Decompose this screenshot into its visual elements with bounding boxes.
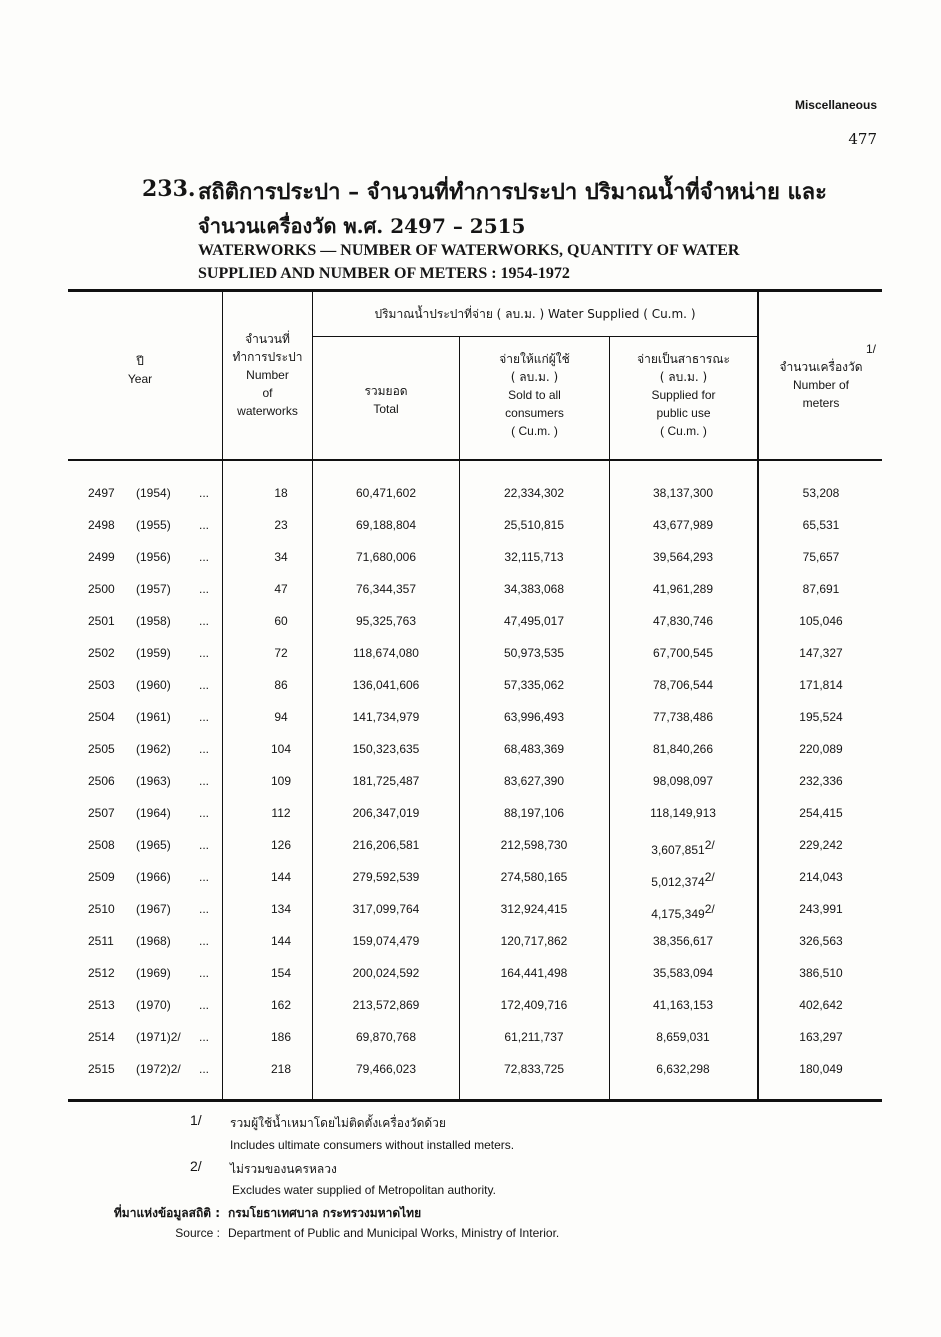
- sold-to-consumers-cell: 63,996,493: [503, 710, 565, 724]
- total-supplied-cell: 79,466,023: [355, 1062, 417, 1076]
- year-ad-cell: (1956): [136, 550, 171, 564]
- waterworks-count-cell: 18: [274, 486, 288, 500]
- sold-to-consumers-cell: 120,717,862: [500, 934, 568, 948]
- table-row: [0, 934, 941, 966]
- waterworks-count-cell: 162: [270, 998, 292, 1012]
- meters-count-cell: 243,991: [799, 902, 843, 916]
- waterworks-count-cell: 47: [274, 582, 288, 596]
- meters-count-cell: 386,510: [799, 966, 843, 980]
- total-supplied-cell: 118,674,080: [353, 646, 419, 660]
- total-supplied-cell: 317,099,764: [352, 902, 420, 916]
- total-supplied-cell: 76,344,357: [355, 582, 417, 596]
- year-be-cell: 2500: [88, 582, 115, 596]
- source-english: Department of Public and Municipal Works, Ministry of Interior.: [228, 1226, 560, 1240]
- header-public: [610, 350, 757, 440]
- public-use-cell: 78,706,544: [652, 678, 714, 692]
- total-supplied-cell: 216,206,581: [352, 838, 420, 852]
- public-use-cell: 41,163,153: [652, 998, 714, 1012]
- leader-dots-cell: ...: [199, 742, 210, 756]
- leader-dots-cell: ...: [199, 966, 210, 980]
- waterworks-count-cell: 34: [274, 550, 288, 564]
- public-use-cell: 118,149,913: [650, 806, 716, 820]
- year-be-cell: 2515: [88, 1062, 115, 1076]
- year-ad-cell: (1965): [136, 838, 171, 852]
- table-row: [0, 774, 941, 806]
- sold-to-consumers-cell: 72,833,725: [503, 1062, 565, 1076]
- leader-dots-cell: ...: [199, 518, 210, 532]
- title-thai-line2: จำนวนเครื่องวัด พ.ศ. 2497 – 2515: [198, 214, 526, 238]
- header-meters-english1: Number of: [792, 378, 850, 392]
- sold-to-consumers-cell: 34,383,068: [503, 582, 565, 596]
- footnote-1-mark: 1/: [190, 1112, 202, 1128]
- year-ad-cell: (1967): [136, 902, 171, 916]
- meters-count-cell: 163,297: [799, 1030, 843, 1044]
- total-supplied-cell: 159,074,479: [352, 934, 420, 948]
- table-row: [0, 582, 941, 614]
- waterworks-count-cell: 86: [274, 678, 288, 692]
- public-use-cell: 41,961,289: [652, 582, 714, 596]
- leader-dots-cell: ...: [199, 774, 210, 788]
- public-use-cell: 8,659,031: [656, 1030, 710, 1044]
- year-ad-cell: (1962): [136, 742, 171, 756]
- total-supplied-cell: 213,572,869: [352, 998, 420, 1012]
- total-supplied-cell: 136,041,606: [352, 678, 420, 692]
- waterworks-count-cell: 144: [270, 870, 292, 884]
- group-header-rule: [313, 336, 757, 337]
- year-be-cell: 2511: [88, 934, 114, 948]
- public-use-cell: [612, 902, 754, 921]
- table-row: [0, 518, 941, 550]
- waterworks-count-cell: 109: [270, 774, 292, 788]
- year-be-cell: 2502: [88, 646, 115, 660]
- meters-count-cell: 75,657: [802, 550, 840, 564]
- sold-to-consumers-cell: 32,115,713: [504, 550, 564, 564]
- total-supplied-cell: 150,323,635: [352, 742, 420, 756]
- waterworks-count-cell: 72: [274, 646, 288, 660]
- year-be-cell: 2509: [88, 870, 115, 884]
- title-english-line1: WATERWORKS — NUMBER OF WATERWORKS, QUANTITY OF WATER: [198, 242, 740, 259]
- meters-count-cell: 220,089: [799, 742, 843, 756]
- sold-to-consumers-cell: 47,495,017: [503, 614, 565, 628]
- waterworks-count-cell: 23: [274, 518, 288, 532]
- public-use-cell: 6,632,298: [656, 1062, 710, 1076]
- waterworks-count-cell: 112: [271, 806, 291, 820]
- total-supplied-cell: 95,325,763: [355, 614, 417, 628]
- total-supplied-cell: 69,870,768: [355, 1030, 417, 1044]
- public-use-cell: 38,356,617: [652, 934, 714, 948]
- year-ad-cell: (1963): [136, 774, 171, 788]
- sold-to-consumers-cell: 61,211,737: [504, 1030, 564, 1044]
- leader-dots-cell: ...: [199, 678, 210, 692]
- public-use-value: 5,012,374: [651, 875, 705, 889]
- total-supplied-cell: 60,471,602: [355, 486, 417, 500]
- waterworks-count-cell: 186: [270, 1030, 292, 1044]
- public-use-cell: 43,677,989: [652, 518, 714, 532]
- table-row: [0, 870, 941, 902]
- year-ad-cell: (1958): [136, 614, 171, 628]
- meters-count-cell: 232,336: [799, 774, 843, 788]
- footnote-2-thai: ไม่รวมของนครหลวง: [230, 1162, 337, 1176]
- meters-count-cell: 171,814: [799, 678, 843, 692]
- header-waterworks-thai2: ทำการประปา: [232, 350, 303, 364]
- public-use-cell: 98,098,097: [652, 774, 714, 788]
- header-sold-english3: ( Cu.m. ): [511, 424, 558, 438]
- header-public-english1: Supplied for: [651, 388, 716, 402]
- header-public-thai2: ( ลบ.ม. ): [659, 370, 708, 384]
- year-be-cell: 2498: [88, 518, 115, 532]
- public-use-value: 3,607,851: [651, 843, 705, 857]
- table-number: 233.: [142, 176, 196, 202]
- year-ad-cell: (1955): [136, 518, 171, 532]
- header-waterworks: [225, 330, 310, 420]
- table-row: [0, 1030, 941, 1062]
- total-supplied-cell: 200,024,592: [352, 966, 420, 980]
- year-ad-cell: (1971)2/: [136, 1030, 181, 1044]
- header-public-thai1: จ่ายเป็นสาธารณะ: [637, 352, 730, 366]
- table-row: [0, 742, 941, 774]
- table-row: [0, 710, 941, 742]
- leader-dots-cell: ...: [199, 806, 210, 820]
- total-supplied-cell: 71,680,006: [355, 550, 417, 564]
- table-row: [0, 486, 941, 518]
- table-row: [0, 1062, 941, 1094]
- year-ad-cell: (1972)2/: [136, 1062, 181, 1076]
- header-total-english: Total: [373, 402, 399, 416]
- year-ad-cell: (1964): [136, 806, 171, 820]
- sold-to-consumers-cell: 57,335,062: [503, 678, 565, 692]
- year-be-cell: 2501: [88, 614, 115, 628]
- sold-to-consumers-cell: 22,334,302: [503, 486, 565, 500]
- year-be-cell: 2506: [88, 774, 115, 788]
- header-meters-note: 1/: [865, 342, 876, 356]
- source-thai: กรมโยธาเทศบาล กระทรวงมหาดไทย: [228, 1206, 422, 1220]
- footnote-reference: 2/: [704, 902, 715, 916]
- leader-dots-cell: ...: [199, 934, 210, 948]
- header-total: [313, 382, 459, 418]
- header-meters-english2: meters: [802, 396, 840, 410]
- header-public-english2: public use: [656, 406, 711, 420]
- table-bottom-rule: [68, 1099, 882, 1102]
- header-public-english3: ( Cu.m. ): [660, 424, 707, 438]
- sold-to-consumers-cell: 88,197,106: [503, 806, 565, 820]
- waterworks-count-cell: 94: [274, 710, 288, 724]
- header-total-thai: รวมยอด: [364, 384, 408, 398]
- header-meters: [760, 340, 882, 412]
- public-use-cell: [612, 870, 754, 889]
- sold-to-consumers-cell: 312,924,415: [500, 902, 568, 916]
- meters-count-cell: 402,642: [799, 998, 843, 1012]
- sold-to-consumers-cell: 25,510,815: [503, 518, 565, 532]
- source-english-label: Source :: [175, 1226, 220, 1240]
- footnote-2-mark: 2/: [190, 1158, 202, 1174]
- public-use-cell: [612, 838, 754, 857]
- year-ad-cell: (1960): [136, 678, 171, 692]
- year-be-cell: 2505: [88, 742, 115, 756]
- year-be-cell: 2499: [88, 550, 115, 564]
- sold-to-consumers-cell: 212,598,730: [500, 838, 568, 852]
- table-row: [0, 614, 941, 646]
- leader-dots-cell: ...: [199, 1030, 210, 1044]
- meters-count-cell: 326,563: [799, 934, 843, 948]
- year-ad-cell: (1968): [136, 934, 171, 948]
- table-row: [0, 966, 941, 998]
- header-year: [90, 352, 190, 388]
- year-ad-cell: (1959): [136, 646, 171, 660]
- leader-dots-cell: ...: [199, 902, 210, 916]
- meters-count-cell: 105,046: [799, 614, 843, 628]
- title-thai-line1: สถิติการประปา – จำนวนที่ทำการประปา ปริมาณน้ำที่จำหน่าย และ: [198, 179, 827, 205]
- table-row: [0, 678, 941, 710]
- waterworks-count-cell: 126: [270, 838, 292, 852]
- header-waterworks-english2: of: [262, 386, 273, 400]
- waterworks-count-cell: 144: [270, 934, 292, 948]
- section-label: Miscellaneous: [794, 98, 877, 112]
- public-use-cell: 67,700,545: [652, 646, 714, 660]
- sold-to-consumers-cell: 50,973,535: [503, 646, 565, 660]
- table-row: [0, 902, 941, 934]
- year-be-cell: 2508: [88, 838, 115, 852]
- year-be-cell: 2497: [88, 486, 115, 500]
- header-water-supplied-group: ปริมาณน้ำประปาที่จ่าย ( ลบ.ม. ) Water Supplied ( Cu.m. ): [374, 307, 696, 321]
- header-sold-english2: consumers: [505, 406, 564, 420]
- leader-dots-cell: ...: [199, 582, 210, 596]
- table-row: [0, 998, 941, 1030]
- year-be-cell: 2513: [88, 998, 115, 1012]
- year-ad-cell: (1954): [136, 486, 171, 500]
- leader-dots-cell: ...: [199, 646, 210, 660]
- public-use-cell: 77,738,486: [652, 710, 714, 724]
- leader-dots-cell: ...: [199, 1062, 210, 1076]
- total-supplied-cell: 141,734,979: [352, 710, 420, 724]
- meters-count-cell: 195,524: [799, 710, 843, 724]
- waterworks-count-cell: 60: [274, 614, 288, 628]
- meters-count-cell: 214,043: [799, 870, 843, 884]
- waterworks-count-cell: 104: [270, 742, 292, 756]
- title-english-line2: SUPPLIED AND NUMBER OF METERS : 1954-1972: [198, 265, 570, 282]
- header-sold-thai1: จ่ายให้แก่ผู้ใช้: [499, 352, 570, 366]
- leader-dots-cell: ...: [199, 998, 210, 1012]
- header-sold-thai2: ( ลบ.ม. ): [510, 370, 559, 384]
- leader-dots-cell: ...: [199, 486, 210, 500]
- leader-dots-cell: ...: [199, 870, 210, 884]
- header-year-english: Year: [127, 372, 153, 386]
- footnote-reference: 2/: [704, 870, 715, 884]
- header-meters-thai: จำนวนเครื่องวัด: [779, 360, 863, 374]
- public-use-cell: 35,583,094: [652, 966, 714, 980]
- footnote-1-thai: รวมผู้ใช้น้ำเหมาโดยไม่ติดตั้งเครื่องวัดด้วย: [230, 1116, 446, 1130]
- meters-count-cell: 87,691: [802, 582, 840, 596]
- meters-count-cell: 180,049: [799, 1062, 843, 1076]
- table-top-rule: [68, 289, 882, 292]
- year-be-cell: 2512: [88, 966, 115, 980]
- leader-dots-cell: ...: [199, 838, 210, 852]
- total-supplied-cell: 69,188,804: [355, 518, 417, 532]
- meters-count-cell: 53,208: [802, 486, 840, 500]
- total-supplied-cell: 206,347,019: [352, 806, 420, 820]
- footnote-2-english: Excludes water supplied of Metropolitan authority.: [232, 1183, 496, 1197]
- table-row: [0, 646, 941, 678]
- sold-to-consumers-cell: 274,580,165: [500, 870, 568, 884]
- public-use-cell: 81,840,266: [652, 742, 714, 756]
- table-row: [0, 806, 941, 838]
- table-row: [0, 838, 941, 870]
- year-be-cell: 2504: [88, 710, 115, 724]
- header-sold: [460, 350, 609, 440]
- total-supplied-cell: 279,592,539: [352, 870, 420, 884]
- year-be-cell: 2507: [88, 806, 115, 820]
- sold-to-consumers-cell: 172,409,716: [500, 998, 568, 1012]
- total-supplied-cell: 181,725,487: [352, 774, 420, 788]
- sold-to-consumers-cell: 164,441,498: [500, 966, 568, 980]
- header-waterworks-thai1: จำนวนที่: [245, 332, 290, 346]
- public-use-cell: 39,564,293: [652, 550, 714, 564]
- leader-dots-cell: ...: [199, 710, 210, 724]
- waterworks-count-cell: 134: [270, 902, 292, 916]
- public-use-cell: 47,830,746: [652, 614, 714, 628]
- page-number: 477: [848, 130, 877, 148]
- header-sold-english1: Sold to all: [508, 388, 561, 402]
- footnote-reference: 2/: [704, 838, 715, 852]
- year-ad-cell: (1969): [136, 966, 171, 980]
- year-ad-cell: (1961): [136, 710, 171, 724]
- footnote-1-english: Includes ultimate consumers without installed meters.: [230, 1138, 515, 1152]
- header-waterworks-english3: waterworks: [237, 404, 298, 418]
- sold-to-consumers-cell: 83,627,390: [503, 774, 565, 788]
- year-be-cell: 2503: [88, 678, 115, 692]
- year-be-cell: 2510: [88, 902, 115, 916]
- public-use-cell: 38,137,300: [652, 486, 714, 500]
- public-use-value: 4,175,349: [651, 907, 705, 921]
- header-year-thai: ปี: [136, 354, 144, 368]
- meters-count-cell: 147,327: [799, 646, 843, 660]
- year-be-cell: 2514: [88, 1030, 115, 1044]
- year-ad-cell: (1966): [136, 870, 171, 884]
- header-waterworks-english1: Number: [246, 368, 289, 382]
- waterworks-count-cell: 154: [270, 966, 292, 980]
- waterworks-count-cell: 218: [270, 1062, 292, 1076]
- meters-count-cell: 65,531: [802, 518, 840, 532]
- source-thai-label: ที่มาแห่งข้อมูลสถิติ :: [113, 1206, 220, 1220]
- leader-dots-cell: ...: [199, 550, 210, 564]
- leader-dots-cell: ...: [199, 614, 210, 628]
- sold-to-consumers-cell: 68,483,369: [503, 742, 565, 756]
- year-ad-cell: (1970): [136, 998, 171, 1012]
- year-ad-cell: (1957): [136, 582, 171, 596]
- header-bottom-rule: [68, 459, 882, 461]
- meters-count-cell: 254,415: [799, 806, 843, 820]
- table-row: [0, 550, 941, 582]
- meters-count-cell: 229,242: [799, 838, 843, 852]
